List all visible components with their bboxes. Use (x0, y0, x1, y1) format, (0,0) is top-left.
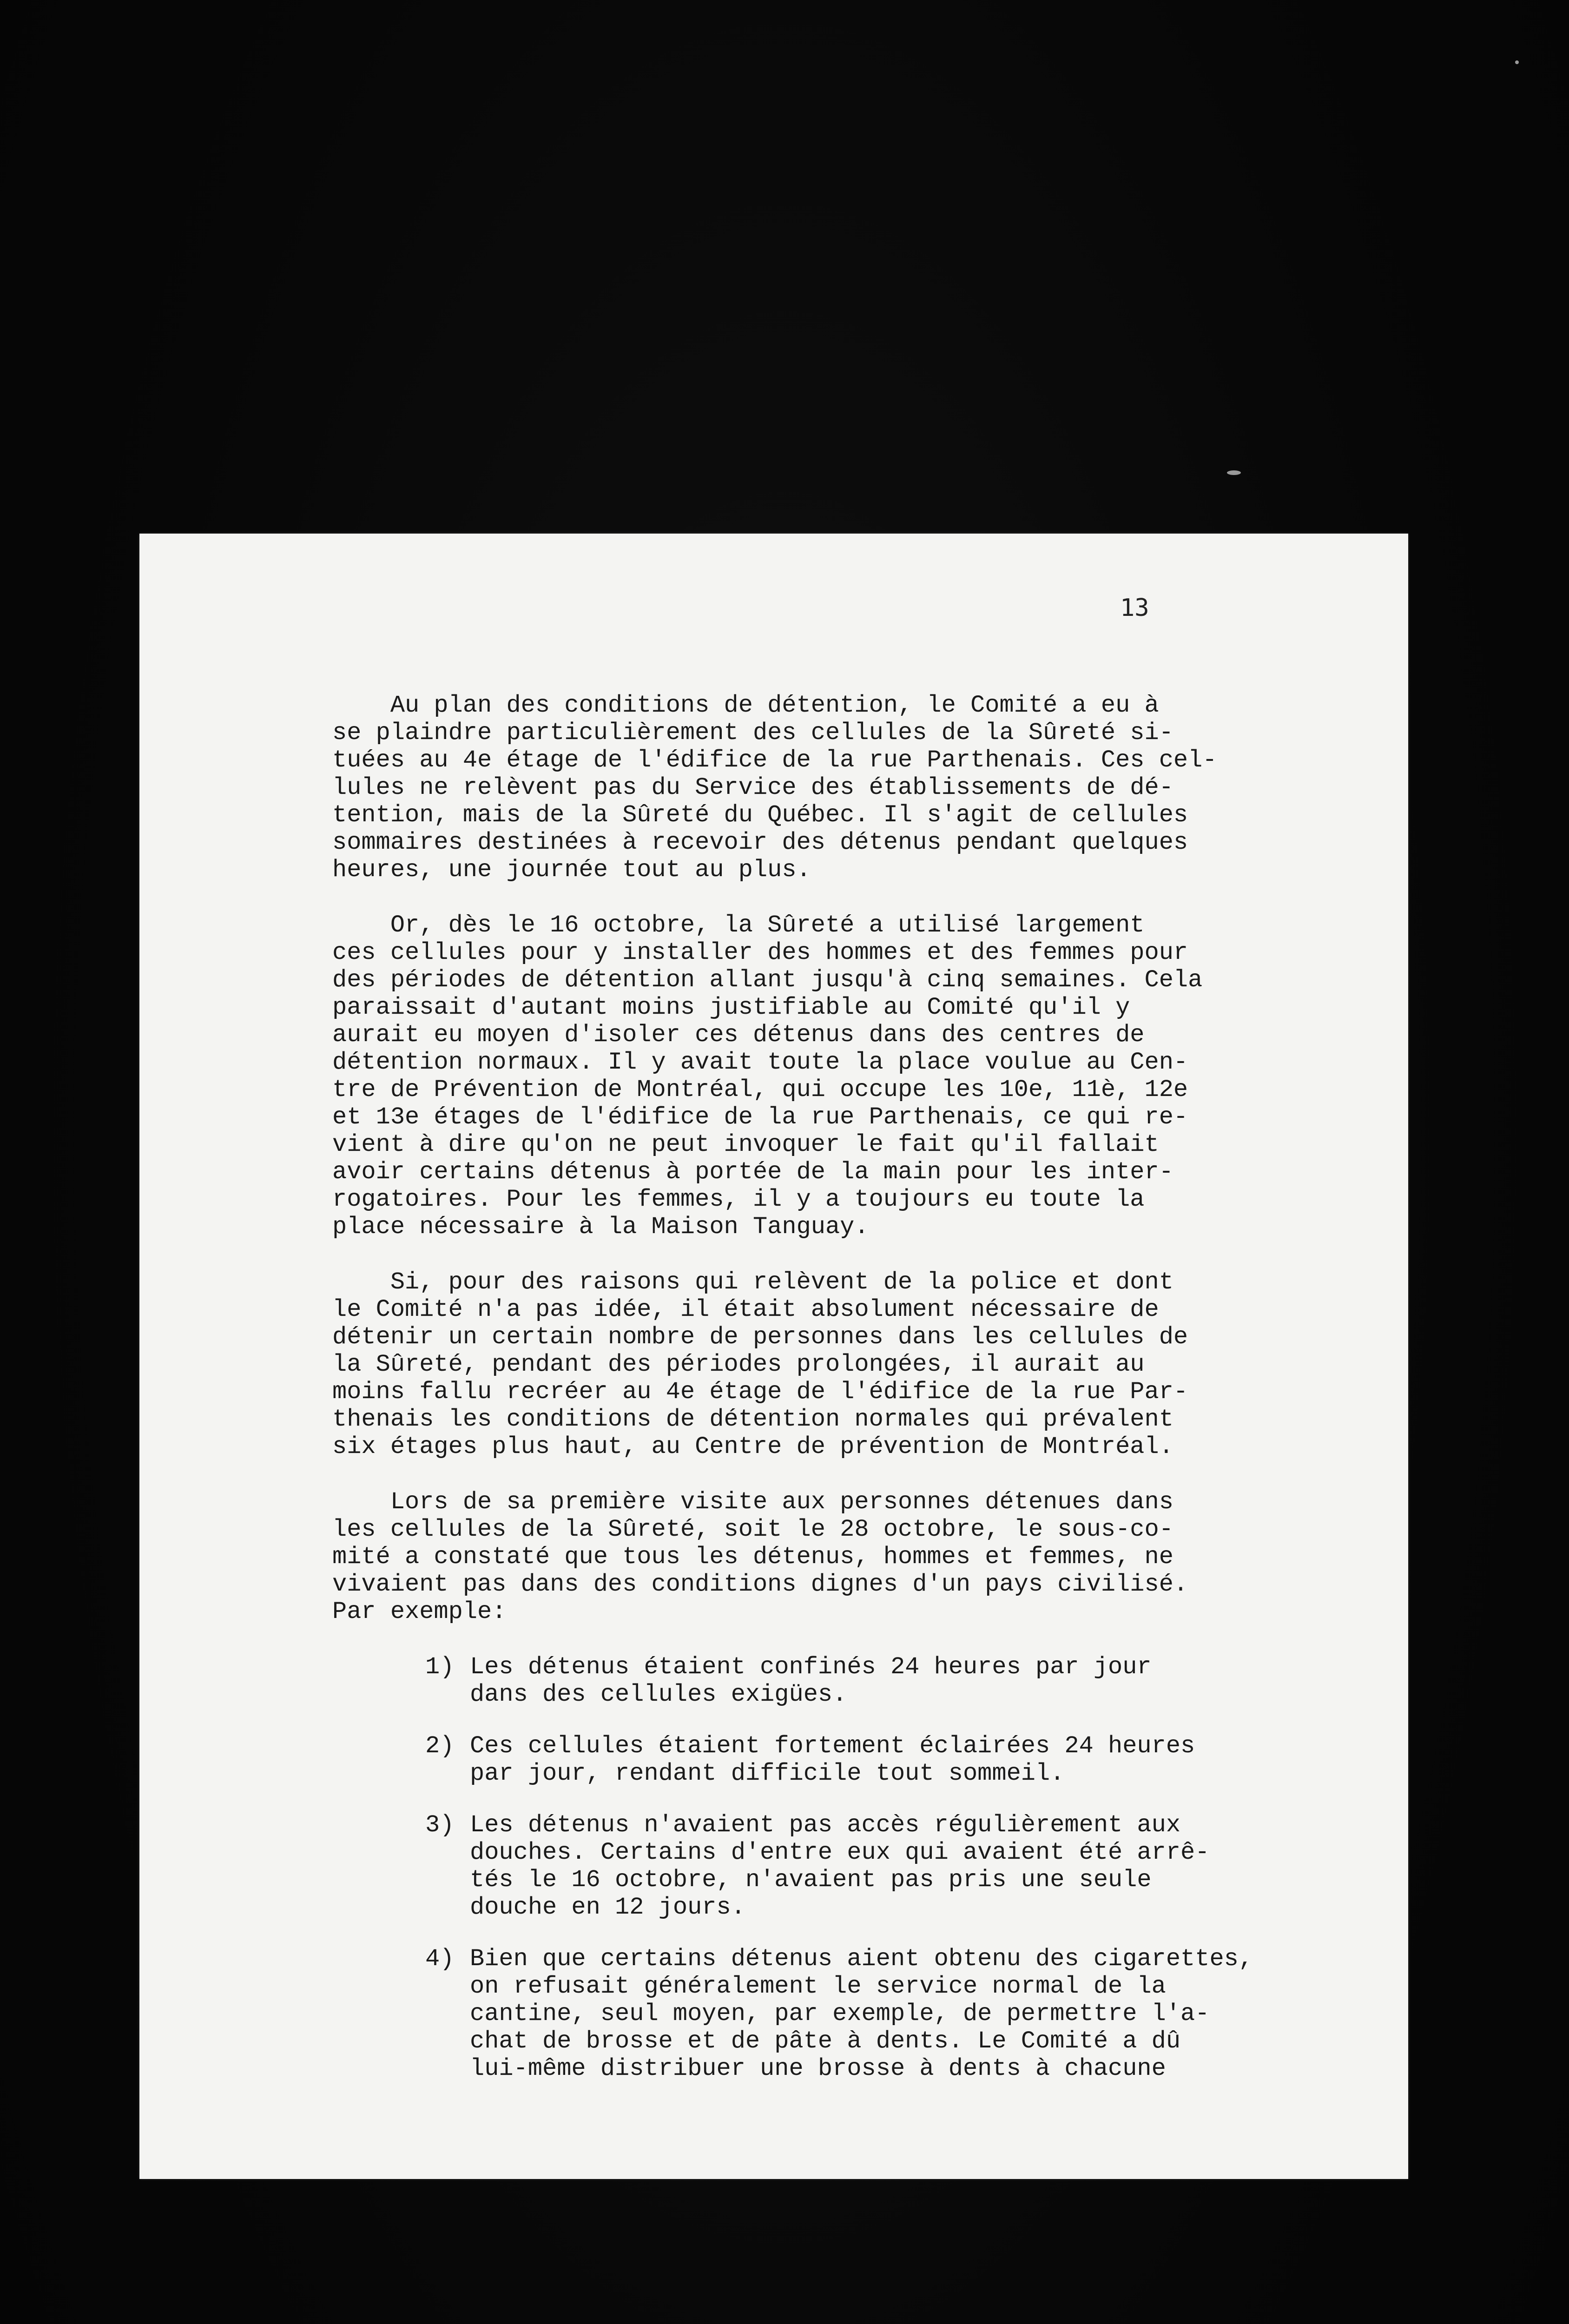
text-line: par jour, rendant difficile tout sommeil. (470, 1760, 1065, 1787)
text-line: avoir certains détenus à portée de la main pour les inter- (332, 1158, 1173, 1186)
text-line: mité a constaté que tous les détenus, hommes et femmes, ne (332, 1543, 1173, 1571)
text-line: douches. Certains d'entre eux qui avaient été arrê- (470, 1839, 1210, 1866)
text-line: place nécessaire à la Maison Tanguay. (332, 1213, 869, 1241)
text-line: Ces cellules étaient fortement éclairées 24 heures (470, 1732, 1195, 1760)
text-line: le Comité n'a pas idée, il était absolument nécessaire de (332, 1296, 1159, 1323)
text-line: détention normaux. Il y avait toute la place voulue au Cen- (332, 1049, 1188, 1076)
list-item (425, 1811, 1225, 1921)
text-line: paraissait d'autant moins justifiable au Comité qu'il y (332, 994, 1130, 1021)
text-line: ces cellules pour y installer des hommes et des femmes pour (332, 939, 1188, 966)
text-line: vivaient pas dans des conditions dignes d'un pays civilisé. (332, 1571, 1188, 1598)
text-line: sommaires destinées à recevoir des détenus pendant quelques (332, 829, 1188, 856)
list-number: 1) (425, 1653, 455, 1681)
text-line: la Sûreté, pendant des périodes prolongées, il aurait au (332, 1351, 1145, 1378)
list-item (425, 1732, 1225, 1787)
text-line: aurait eu moyen d'isoler ces détenus dans des centres de (332, 1021, 1145, 1049)
text-line: Les détenus étaient confinés 24 heures par jour (470, 1653, 1152, 1681)
text-line: lui-même distribuer une brosse à dents à chacune (470, 2055, 1166, 2082)
text-line: Par exemple: (332, 1598, 507, 1625)
page-number: 13 (1120, 594, 1149, 622)
text-line: détenir un certain nombre de personnes dans les cellules de (332, 1323, 1188, 1351)
text-line: douche en 12 jours. (470, 1894, 745, 1921)
text-line: Si, pour des raisons qui relèvent de la police et dont (332, 1268, 1173, 1296)
text-line: on refusait généralement le service normal de la (470, 1973, 1166, 2000)
text-line: cantine, seul moyen, par exemple, de permettre l'a- (470, 2000, 1210, 2027)
text-line: lules ne relèvent pas du Service des établissements de dé- (332, 774, 1173, 801)
text-line: heures, une journée tout au plus. (332, 856, 811, 884)
text-line: Or, dès le 16 octobre, la Sûreté a utilisé largement (332, 911, 1145, 939)
text-line: chat de brosse et de pâte à dents. Le Comité a dû (470, 2027, 1181, 2055)
text-line: Lors de sa première visite aux personnes détenues dans (332, 1488, 1173, 1516)
list-number: 3) (425, 1811, 455, 1839)
list-number: 2) (425, 1732, 455, 1760)
paragraph (332, 1268, 1225, 1460)
text-line: se plaindre particulièrement des cellules de la Sûreté si- (332, 719, 1173, 746)
text-line: tre de Prévention de Montréal, qui occupe les 10e, 11è, 12e (332, 1076, 1188, 1103)
text-line: moins fallu recréer au 4e étage de l'édifice de la rue Par- (332, 1378, 1188, 1406)
scan-speck (1515, 60, 1519, 64)
text-line: six étages plus haut, au Centre de prévention de Montréal. (332, 1433, 1173, 1460)
text-line: thenais les conditions de détention normales qui prévalent (332, 1406, 1173, 1433)
text-line: tés le 16 octobre, n'avaient pas pris une seule (470, 1866, 1152, 1894)
text-line: des périodes de détention allant jusqu'à cinq semaines. Cela (332, 966, 1203, 994)
text-line: vient à dire qu'on ne peut invoquer le fait qu'il fallait (332, 1131, 1159, 1158)
paragraph (332, 911, 1225, 1241)
text-line: Au plan des conditions de détention, le Comité a eu à (332, 692, 1159, 719)
text-line: les cellules de la Sûreté, soit le 28 octobre, le sous-co- (332, 1516, 1173, 1543)
paragraph (332, 1488, 1225, 1625)
text-line: rogatoires. Pour les femmes, il y a toujours eu toute la (332, 1186, 1145, 1213)
text-line: Les détenus n'avaient pas accès régulièrement aux (470, 1811, 1181, 1839)
page-body (332, 692, 1253, 2106)
text-line: tention, mais de la Sûreté du Québec. Il s'agit de cellules (332, 801, 1188, 829)
list-number: 4) (425, 1945, 455, 1973)
text-line: tuées au 4e étage de l'édifice de la rue Parthenais. Ces cel- (332, 746, 1217, 774)
list-item (425, 1945, 1253, 2082)
numbered-list (332, 1653, 1253, 2082)
list-item (425, 1653, 1225, 1708)
text-line: dans des cellules exigües. (470, 1681, 847, 1708)
paragraph (332, 692, 1225, 884)
text-line: Bien que certains détenus aient obtenu des cigarettes, (470, 1945, 1253, 1973)
typed-page (139, 534, 1408, 2179)
scan-speck (1227, 470, 1241, 475)
text-line: et 13e étages de l'édifice de la rue Parthenais, ce qui re- (332, 1103, 1188, 1131)
